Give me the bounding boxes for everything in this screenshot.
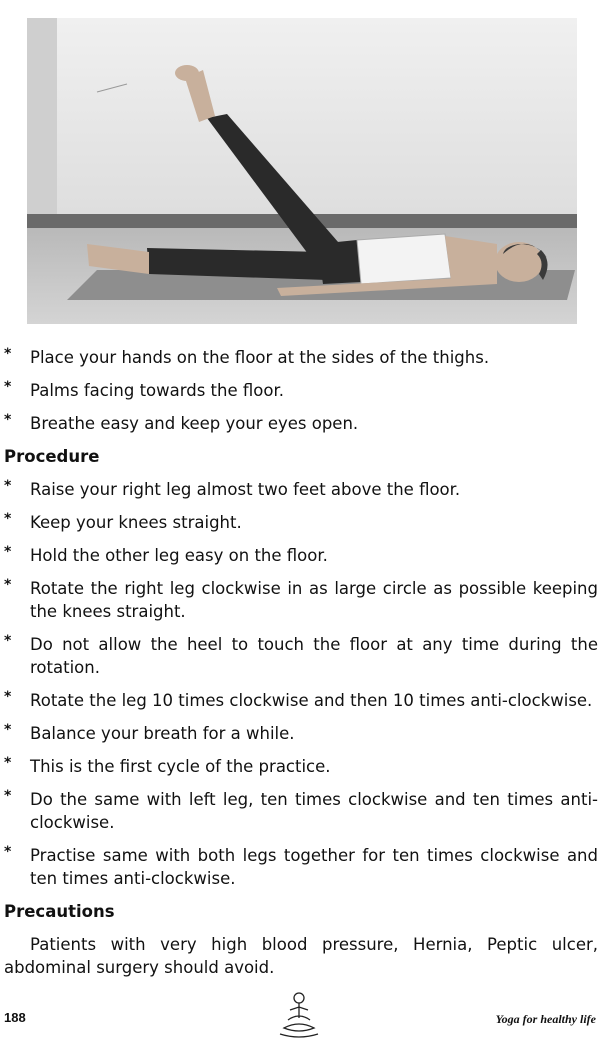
list-item: * This is the first cycle of the practice. xyxy=(4,755,598,778)
bullet-star-icon: * xyxy=(4,346,12,362)
list-item: * Practise same with both legs together for ten times clockwise and ten times anti-clockwise. xyxy=(4,844,598,890)
bullet-star-icon: * xyxy=(4,544,12,560)
list-item: * Rotate the right leg clockwise in as large circle as possible keeping the knees straight. xyxy=(4,577,598,623)
bullet-star-icon: * xyxy=(4,412,12,428)
bullet-star-icon: * xyxy=(4,511,12,527)
list-item: * Palms facing towards the floor. xyxy=(4,379,598,402)
precautions-text: Patients with very high blood pressure, Hernia, Peptic ulcer, abdominal surgery should avoid. xyxy=(4,935,598,977)
page-content xyxy=(4,346,598,979)
bullet-star-icon: * xyxy=(4,722,12,738)
meditating-figure-icon xyxy=(276,990,322,1040)
procedure-heading: Procedure xyxy=(4,447,100,466)
bullet-star-icon: * xyxy=(4,478,12,494)
list-item: * Do not allow the heel to touch the floor at any time during the rotation. xyxy=(4,633,598,679)
page-footer xyxy=(4,988,596,1038)
list-item: * Rotate the leg 10 times clockwise and then 10 times anti-clockwise. xyxy=(4,689,598,712)
list-item: * Raise your right leg almost two feet above the floor. xyxy=(4,478,598,501)
list-item: * Balance your breath for a while. xyxy=(4,722,598,745)
bullet-star-icon: * xyxy=(4,689,12,705)
exercise-photo xyxy=(27,18,577,324)
yoga-leg-rotation-photo xyxy=(27,18,577,324)
list-item: * Keep your knees straight. xyxy=(4,511,598,534)
bullet-star-icon: * xyxy=(4,788,12,804)
list-item: * Breathe easy and keep your eyes open. xyxy=(4,412,598,435)
bullet-star-icon: * xyxy=(4,844,12,860)
list-item: * Hold the other leg easy on the floor. xyxy=(4,544,598,567)
bullet-star-icon: * xyxy=(4,379,12,395)
list-item: * Do the same with left leg, ten times clockwise and ten times anti- clockwise. xyxy=(4,788,598,834)
book-title: Yoga for healthy life xyxy=(495,1012,596,1026)
bullet-star-icon: * xyxy=(4,755,12,771)
bullet-star-icon: * xyxy=(4,633,12,649)
bullet-star-icon: * xyxy=(4,577,12,593)
page-number: 188 xyxy=(4,1010,26,1025)
precautions-heading: Precautions xyxy=(4,902,115,921)
list-item: * Place your hands on the floor at the sides of the thighs. xyxy=(4,346,598,369)
